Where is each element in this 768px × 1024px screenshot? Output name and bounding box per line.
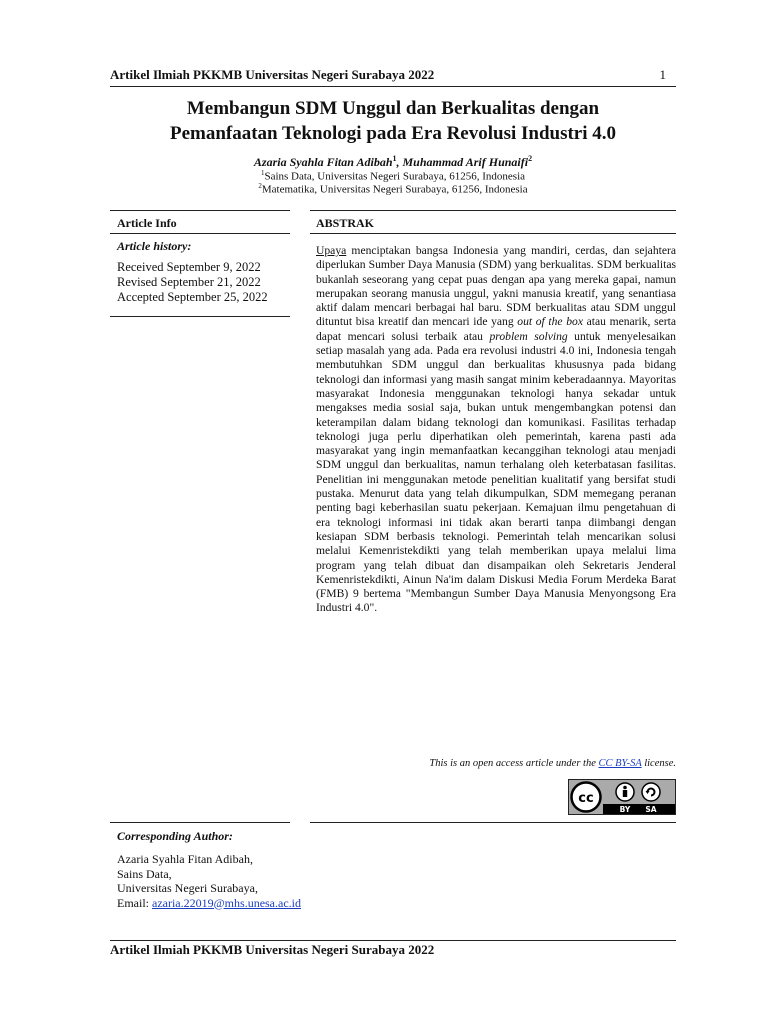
email-label: Email: xyxy=(117,895,152,910)
abstract-heading: ABSTRAK xyxy=(316,216,375,230)
abstract-text-1: menciptakan bangsa Indonesia yang mandiri, cerdas, dan sejahtera diperlukan Sumber Daya Manusia (SDM) yang berkualitas. SDM berkualitas bukanlah seseorang yang cepat puas dengan apa yang mereka gapai, namun merupakan seorang manusia unggul, yakni manusia kreatif, yang senantiasa aktif dalam mencari berbagai hal baru. SDM berkualitas atau SDM unggul dituntut bisa kreatif dan mencari ide yang xyxy=(316,244,676,329)
revised-date: Revised September 21, 2022 xyxy=(117,275,261,289)
running-footer: Artikel Ilmiah PKKMB Universitas Negeri Surabaya 2022 xyxy=(110,942,435,957)
abstract-heading-rule xyxy=(310,233,676,234)
affiliation-1-sup: 1 xyxy=(260,169,265,177)
article-info-top-rule xyxy=(110,210,290,211)
title-line-1: Membangun SDM Unggul dan Berkualitas dengan xyxy=(186,98,600,119)
abstract-text-3: untuk menyelesaikan setiap masalah yang ada. Pada era revolusi industri 4.0 ini, Indonesia tengah membutuhkan SDM unggul dan berkualitas khususnya pada bidang teknologi dan informasi yang masih sangat minim keberadaannya. Mayoritas masyarakat Indonesia menggunakan teknologi hanya sekadar untuk mengakses media sosial saja, bukan untuk mengembangkan potensi dan keterampilan dalam bidang teknologi dan komunikasi. Fasilitas terhadap teknologi juga perlu diperhatikan oleh pemerintah, karena pasti ada masyarakat yang ingin memanfaatkan kecanggihan teknologi atau menjadi SDM unggul dan berkualitas, namun terhalang oleh keterbatasan fasilitas. Penelitian ini menggunakan metode penelitian kualitatif yang bersifat studi pustaka. Menurut data yang telah dikumpulkan, SDM memegang peranan penting bagi keberhasilan suatu pekerjaan. Kemajuan ilmu pengetahuan di era teknologi informasi ini tidak akan berarti tanpa diimbangi dengan kesiapan SDM berbasis teknologi. Pemerintah telah mencarikan solusi melalui Kemenristekdikti yang telah memberikan upaya melalui lima program yang telah dibuat dan disampaikan oleh Sekretaris Jenderal Kemenristekdikti, Ainun Na'im dalam Diskusi Media Forum Merdeka Barat (FMB) 9 bertema "Membangun Sumber Daya Manusia Menyongsong Era Industri 4.0". xyxy=(316,329,676,615)
abstract-body xyxy=(316,244,676,616)
corresponding-name: Azaria Syahla Fitan Adibah, xyxy=(117,852,253,866)
corresponding-email-row xyxy=(117,896,301,911)
article-history xyxy=(117,260,268,305)
article-history-heading: Article history: xyxy=(117,239,192,253)
page-number: 1 xyxy=(659,67,666,82)
abstract-paragraph xyxy=(316,244,676,616)
author-2: Muhammad Arif Hunaifi xyxy=(402,155,529,169)
license-suffix: license. xyxy=(641,758,676,769)
affiliation-2-sup: 2 xyxy=(258,182,262,190)
affiliation-2-text: Matematika, Universitas Negeri Surabaya, 61256, Indonesia xyxy=(261,183,528,196)
corresponding-heading: Corresponding Author: xyxy=(117,829,233,843)
license-prefix: This is an open access article under the xyxy=(429,758,599,769)
affiliation-2 xyxy=(110,182,676,196)
author-separator: , xyxy=(396,155,403,169)
footer-divider xyxy=(110,940,676,941)
cc-by-sa-badge[interactable] xyxy=(568,779,676,815)
affiliation-1 xyxy=(110,169,676,183)
author-list xyxy=(110,154,676,170)
email-link[interactable]: azaria.22019@mhs.unesa.ac.id xyxy=(152,895,301,910)
received-date: Received September 9, 2022 xyxy=(117,260,261,274)
article-info-bottom-rule xyxy=(110,316,290,317)
author-1: Azaria Syahla Fitan Adibah xyxy=(253,155,393,169)
author-1-sup: 1 xyxy=(392,154,397,163)
corresponding-details xyxy=(117,852,301,910)
paper-title xyxy=(110,96,676,146)
accepted-date: Accepted September 25, 2022 xyxy=(117,290,268,304)
license-statement xyxy=(316,758,676,769)
author-2-sup: 2 xyxy=(528,154,533,163)
license-link[interactable]: CC BY-SA xyxy=(598,758,642,769)
header-journal: Artikel Ilmiah PKKMB Universitas Negeri Surabaya 2022 xyxy=(110,67,435,82)
corresponding-univ: Universitas Negeri Surabaya, xyxy=(117,881,258,895)
corresponding-dept: Sains Data, xyxy=(117,866,172,881)
abstract-top-rule xyxy=(310,210,676,211)
abstract-italic-1: out of the box xyxy=(517,315,583,329)
cc-icon-text: cc xyxy=(578,791,594,806)
article-info-heading: Article Info xyxy=(117,216,177,230)
sa-share-icon xyxy=(642,783,660,801)
header-divider xyxy=(110,86,676,87)
abstract-first-word: Upaya xyxy=(316,244,347,257)
affiliation-1-text: Sains Data, Universitas Negeri Surabaya, 61256, Indonesia xyxy=(264,170,526,183)
running-header xyxy=(110,67,666,83)
by-label: BY xyxy=(619,805,631,814)
corresponding-top-rule xyxy=(110,822,290,823)
title-line-2: Pemanfaatan Teknologi pada Era Revolusi Industri 4.0 xyxy=(169,123,617,144)
article-info-heading-rule xyxy=(110,233,290,234)
abstract-bottom-rule xyxy=(310,822,676,823)
cc-by-sa-logo xyxy=(569,780,675,814)
abstract-text-2: atau menarik, serta dapat mencari solusi terbaik atau xyxy=(316,315,676,343)
abstract-italic-2: problem solving xyxy=(489,329,568,343)
sa-label: SA xyxy=(645,805,657,814)
